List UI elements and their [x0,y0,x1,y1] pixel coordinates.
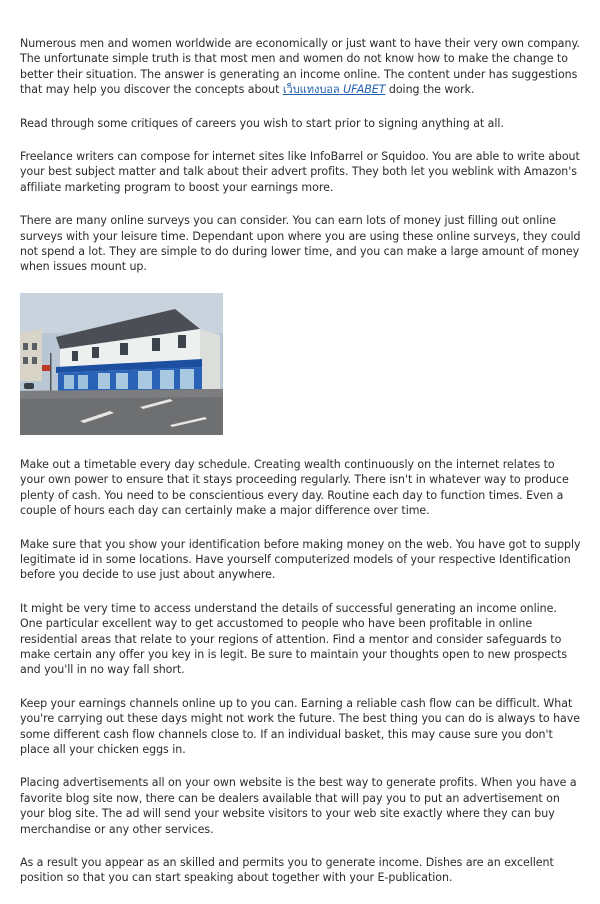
paragraph-timetable: Make out a timetable every day schedule. Creating wealth continuously on the internet relates to your own power to ensure that it stays proceeding regularly. There isn't in whatever way to produce plenty of cash. You need to be conscientious every day. Routine each day to function times. Even a couple of hours each day can certainly make a major difference over time. [20,457,569,518]
paragraph-freelance: Freelance writers can compose for internet sites like InfoBarrel or Squidoo. You are able to write about your best subject matter and talk about their advert profits. They both let you weblink with Amazon's affiliate marketing program to boost your earnings more. [20,150,580,194]
paragraph-conclusion: As a result you appear as an skilled and permits you to generate income. Dishes are an excellent position so that you can start speaking about together with your E-publication. [20,856,554,885]
intro-tail-text: doing the work. [385,83,475,97]
paragraph-intro [20,36,582,98]
intro-text: Numerous men and women worldwide are economically or just want to have their very own company. The unfortunate simple truth is that most men and women do not know how to make the change to better their situation. The answer is generating an income online. The content under has suggestions that may help you discover the concepts about [20,37,580,97]
article-body [20,36,582,904]
paragraph-advertisements: Placing advertisements all on your own website is the best way to generate profits. When you have a favorite blog site now, there can be dealers available that will pay you to put an advertisement on your blog site. The ad will send your website visitors to your web site exactly where they can buy merchandise or any other services. [20,776,577,836]
paragraph-critiques: Read through some critiques of careers you wish to start prior to signing anything at all. [20,116,504,130]
ufabet-link-thai-text: เว็บแทงบอล [282,83,340,97]
paragraph-surveys: There are many online surveys you can consider. You can earn lots of money just filling out online surveys with your leisure time. Dependant upon where you are using these online surveys, they could not spend a lot. They are simple to do during lower time, and you can make a large amount of money when issues mount up. [20,214,581,274]
storefront-photo [20,293,223,435]
paragraph-mentor: It might be very time to access understand the details of successful generating an income online. One particular excellent way to get accustomed to people who have been profitable in online residential areas that relate to your regions of attention. Find a mentor and consider safeguards to make certain any offer you key in is legit. Be sure to maintain your thoughts open to new prospects and you'll in no way fall short. [20,601,568,677]
ufabet-link[interactable] [283,83,386,96]
paragraph-identification: Make sure that you show your identification before making money on the web. You have got to supply legitimate id in some locations. Have yourself computerized models of your respective Identification before you decide to use just about anywhere. [20,537,581,582]
ufabet-link-text: UFABET [343,83,386,97]
paragraph-earnings-channels: Keep your earnings channels online up to you can. Earning a reliable cash flow can be difficult. What you're carrying out these days might not work the future. The best thing you can do is always to have some different cash flow channels close to. If an individual basket, this may cause sure you don't place all your chicken eggs in. [20,696,580,756]
